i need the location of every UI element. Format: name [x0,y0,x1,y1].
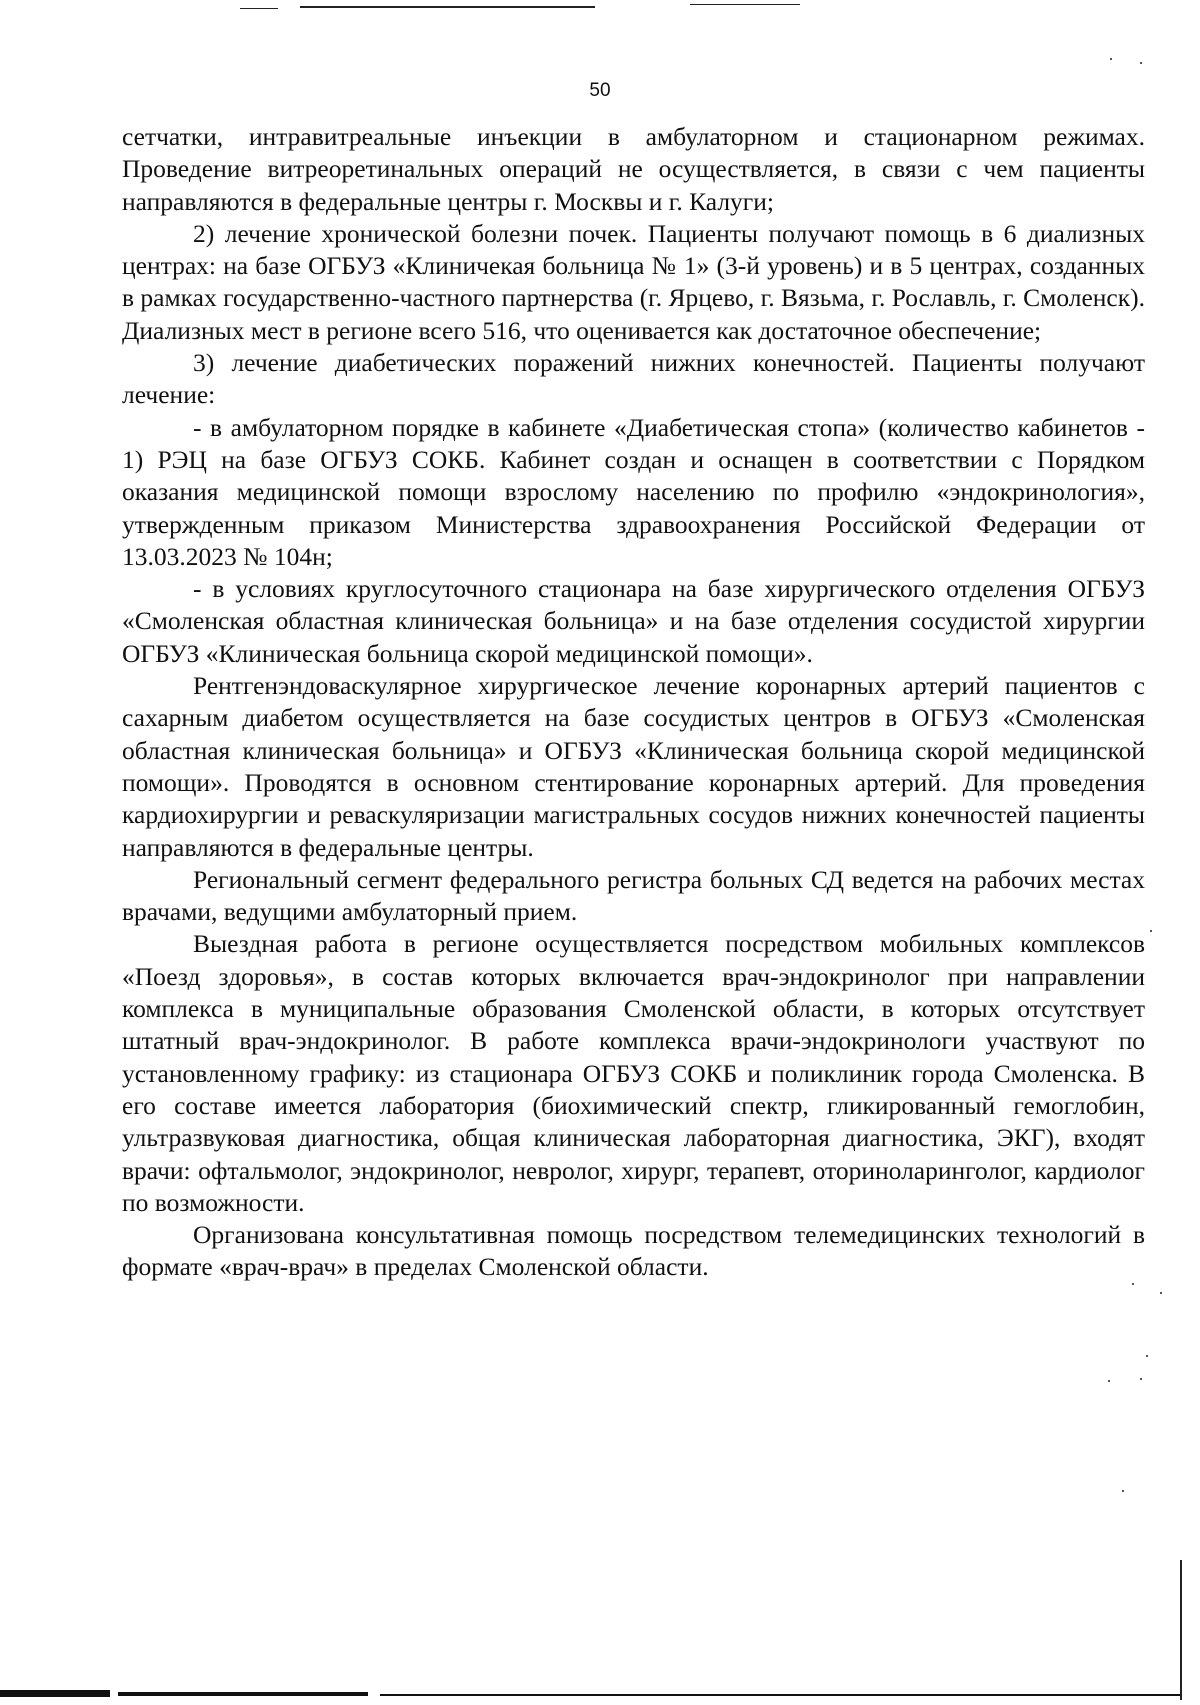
paragraph: Организована консультативная помощь посредством телемедицинских технологий в формате «врач-врач» в пределах Смоленской области. [122,1220,1145,1282]
scan-artifact-bottom-right [380,1694,1180,1696]
scan-noise [1146,1355,1148,1357]
page-body [122,121,1145,1284]
scan-noise [1140,1378,1142,1380]
scan-artifact-top-middle [300,6,595,8]
scan-artifact-top-right [690,4,800,5]
scan-artifact-right-edge [1180,1560,1182,1700]
paragraph: Рентгенэндоваскулярное хирургическое лечение коронарных артерий пациентов с сахарным диабетом осуществляется на базе сосудистых центров в ОГБУЗ «Смоленская областная клиническая больница» и ОГБУЗ «Клиническая больница скорой медицинской помощи». Проводятся в основном стентирование коронарных артерий. Для проведения кардиохирургии и реваскуляризации магистральных сосудов нижних конечностей пациенты направляются в федеральные центры. [122,671,1145,862]
scan-noise [1132,1283,1134,1285]
scan-noise [1108,1380,1110,1382]
page-number: 50 [589,80,611,101]
paragraph: Региональный сегмент федерального регистра больных СД ведется на рабочих местах врачами, ведущими амбулаторный прием. [122,864,1145,927]
paragraph: - в условиях круглосуточного стационара на базе хирургического отделения ОГБУЗ «Смоленская областная клиническая больница» и на базе отделения сосудистой хирургии ОГБУЗ «Клиническая больница скорой медицинской помощи». [122,574,1145,668]
scan-noise [1140,62,1142,64]
scan-noise [1122,1490,1124,1492]
paragraph: 2) лечение хронической болезни почек. Пациенты получают помощь в 6 диализных центрах: на базе ОГБУЗ «Клиничекая больница № 1» (3-й уровень) и в 5 центрах, созданных в рамках государственно-частного партнерства (г. Ярцево, г. Вязьма, г. Рославль, г. Смоленск). Диализных мест в регионе всего 516, что оценивается как достаточное обеспечение; [122,218,1146,345]
paragraph: - в амбулаторном порядке в кабинете «Диабетическая стопа» (количество кабинетов - 1) РЭЦ на базе ОГБУЗ СОКБ. Кабинет создан и оснащен в соответствии с Порядком оказания медицинской помощи взрослому населению по профилю «эндокринология», утвержденным приказом Министерства здравоохранения Российской Федерации от 13.03.2023 № 104н; [122,412,1145,571]
paragraph: 3) лечение диабетических поражений нижних конечностей. Пациенты получают лечение: [122,348,1145,410]
paragraph: сетчатки, интравитреальные инъекции в амбулаторном и стационарном режимах. Проведение витреоретинальных операций не осуществляется, в связи с чем пациенты направляются в федеральные центры г. Москвы и г. Калуги; [122,122,1145,216]
paragraph: Выездная работа в регионе осуществляется посредством мобильных комплексов «Поезд здоровья», в состав которых включается врач-эндокринолог при направлении комплекса в муниципальные образования Смоленской области, в которых отсутствует штатный врач-эндокринолог. В работе комплекса врачи-эндокринологи участвуют по установленному графику: из стационара ОГБУЗ СОКБ и поликлиник города Смоленска. В его составе имеется лаборатория (биохимический спектр, гликированный гемоглобин, ультразвуковая диагностика, общая клиническая лабораторная диагностика, ЭКГ), входят врачи: офтальмолог, эндокринолог, невролог, хирург, терапевт, оториноларинголог, кардиолог по возможности. [122,929,1145,1217]
scan-noise [1160,1292,1162,1294]
scan-artifact-top-left [240,8,278,9]
scan-noise [1150,930,1152,932]
scan-artifact-bottom-middle [118,1692,368,1696]
scan-artifact-bottom-left [0,1690,110,1697]
scan-noise [1110,58,1112,60]
